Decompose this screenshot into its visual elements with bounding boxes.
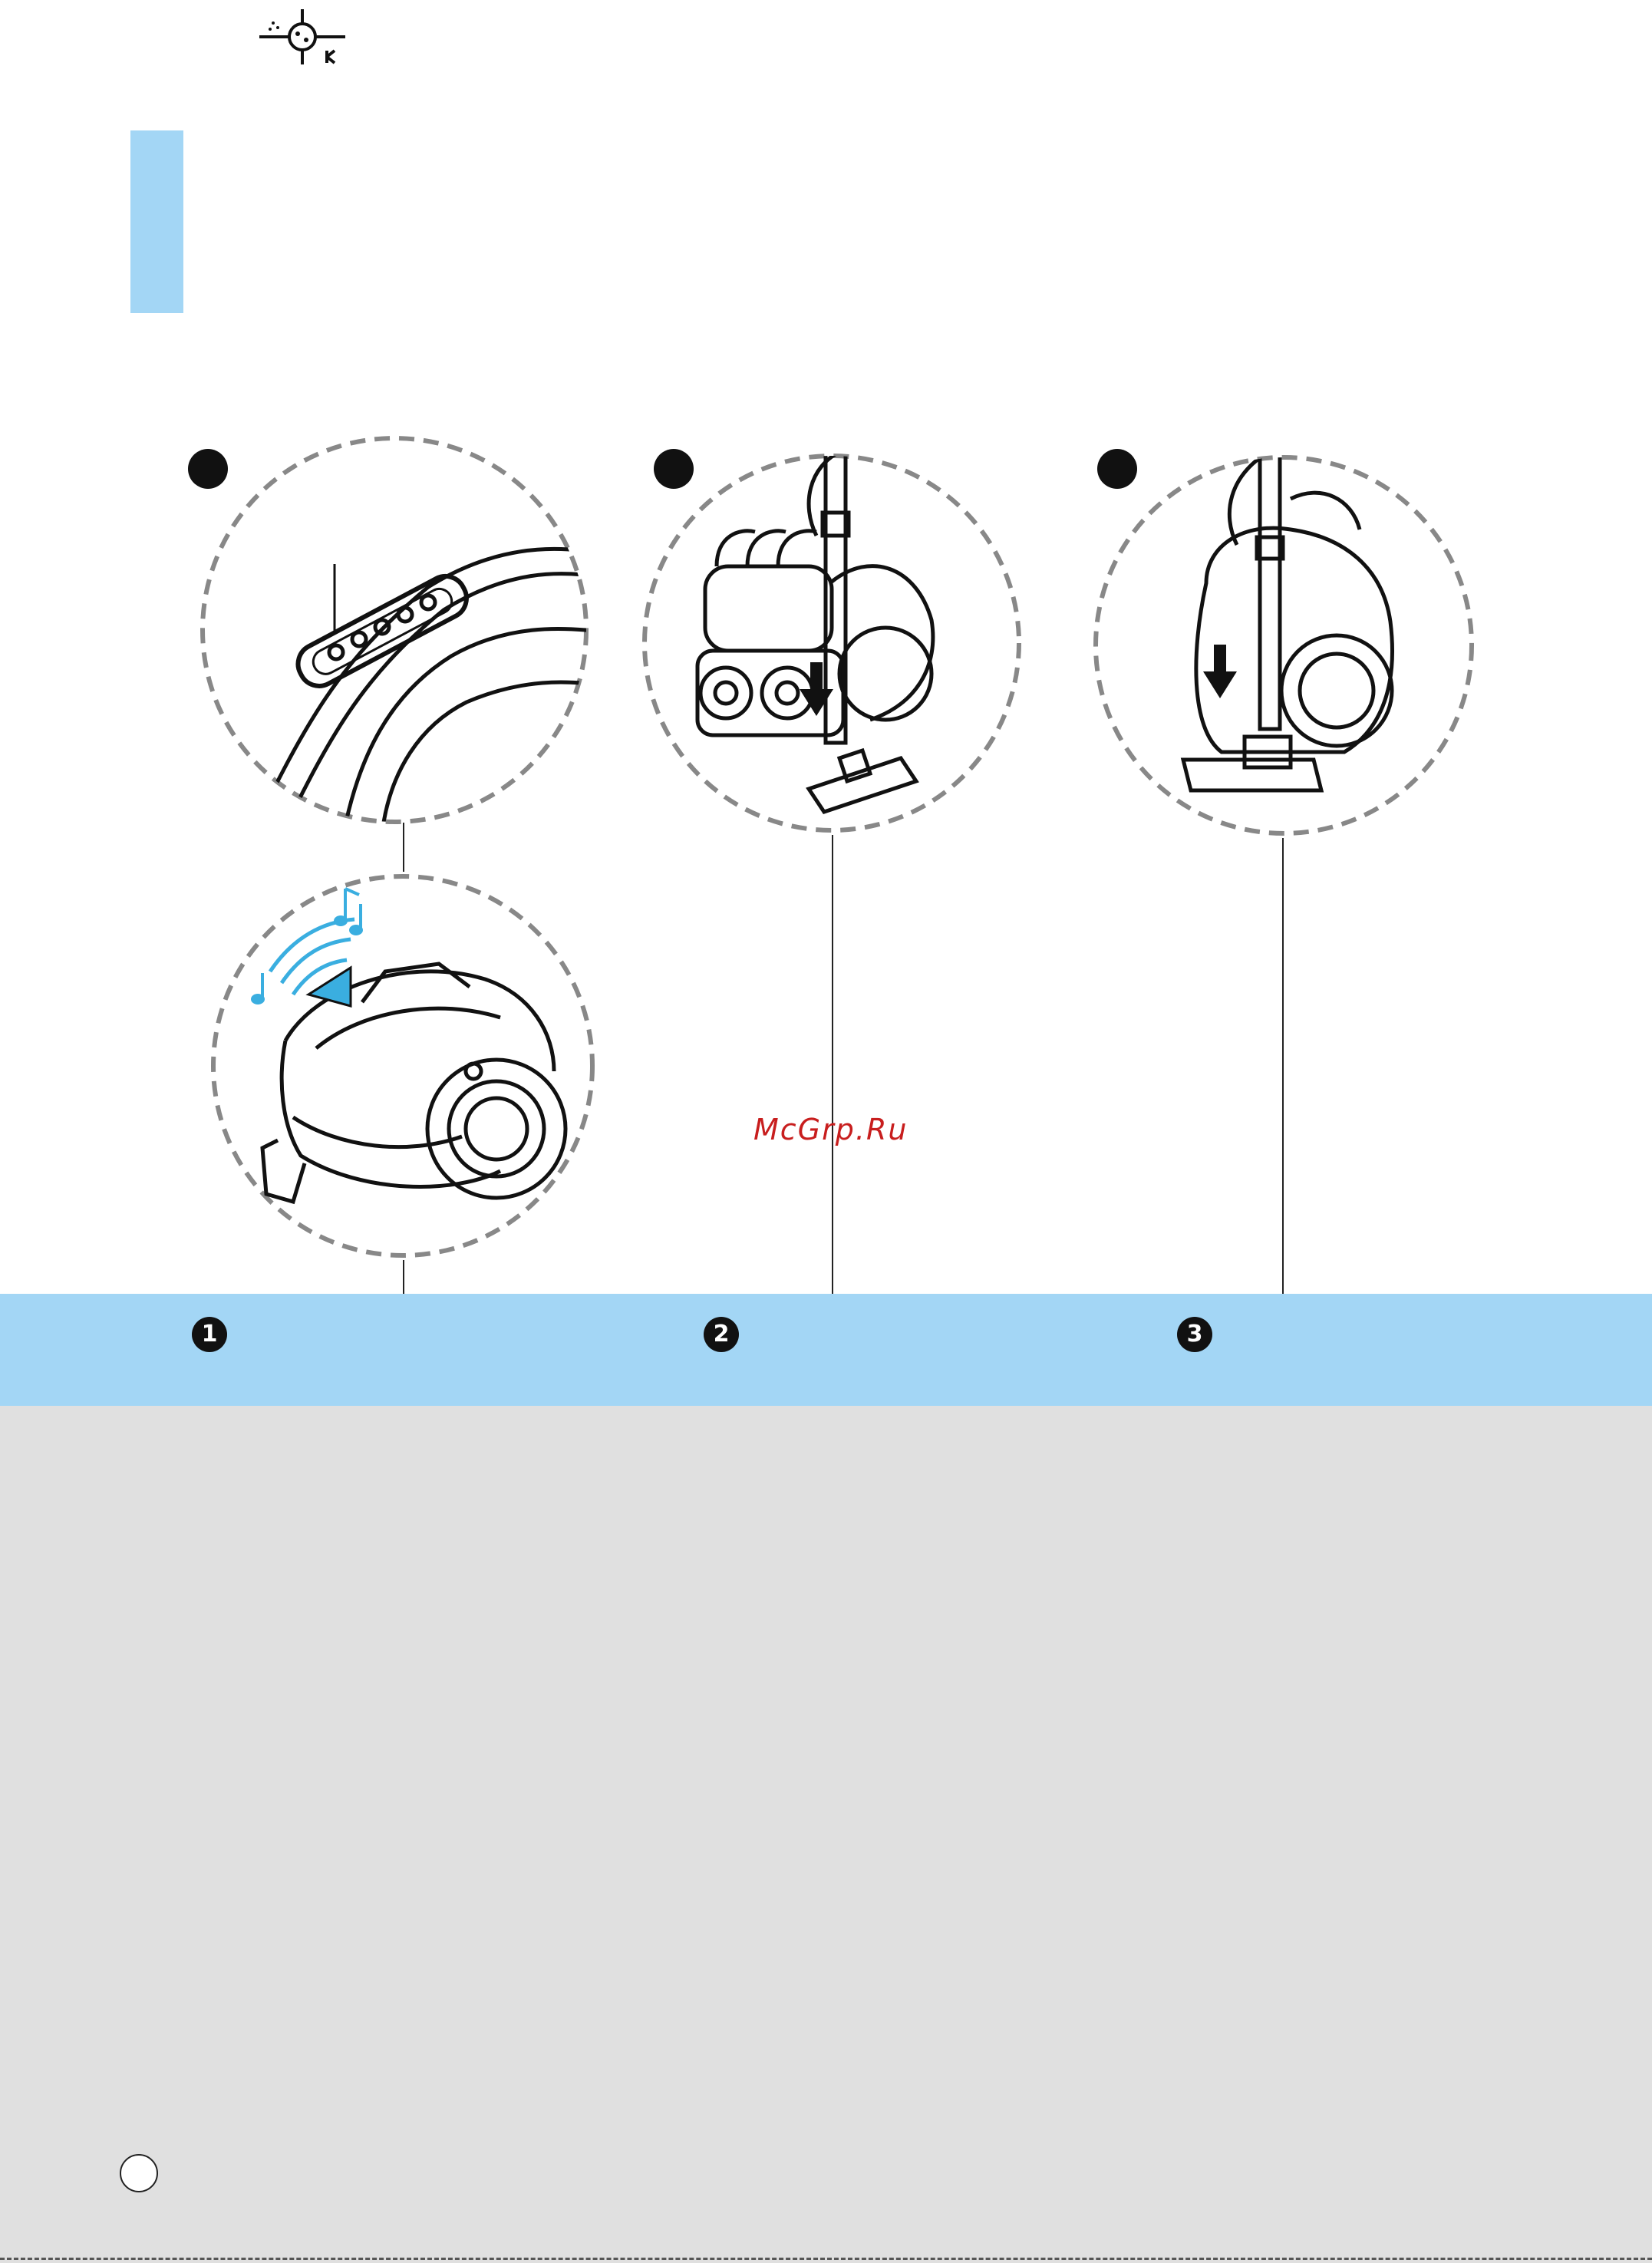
step-2-label: 2 (704, 1317, 739, 1352)
connector-2 (832, 835, 833, 1294)
page-number-circle (120, 2154, 158, 2192)
watermark: McGrp.Ru (753, 1113, 908, 1146)
bottom-rule (0, 2258, 1652, 2260)
nozzle-park-illustration-3 (1091, 453, 1476, 838)
section-accent-bar (130, 130, 183, 313)
crosshair-logo-icon (253, 6, 353, 68)
text-panel (0, 1406, 1652, 2263)
steps-band (0, 1294, 1652, 1406)
step-3-label: 3 (1177, 1317, 1212, 1352)
connector-1b (403, 1260, 404, 1294)
connector-3 (1282, 838, 1284, 1294)
connector-1a (403, 823, 404, 872)
handle-control-illustration (198, 434, 591, 826)
step-1-label: 1 (192, 1317, 227, 1352)
cleaner-sound-illustration (209, 872, 597, 1260)
nozzle-park-illustration-2 (640, 451, 1024, 835)
